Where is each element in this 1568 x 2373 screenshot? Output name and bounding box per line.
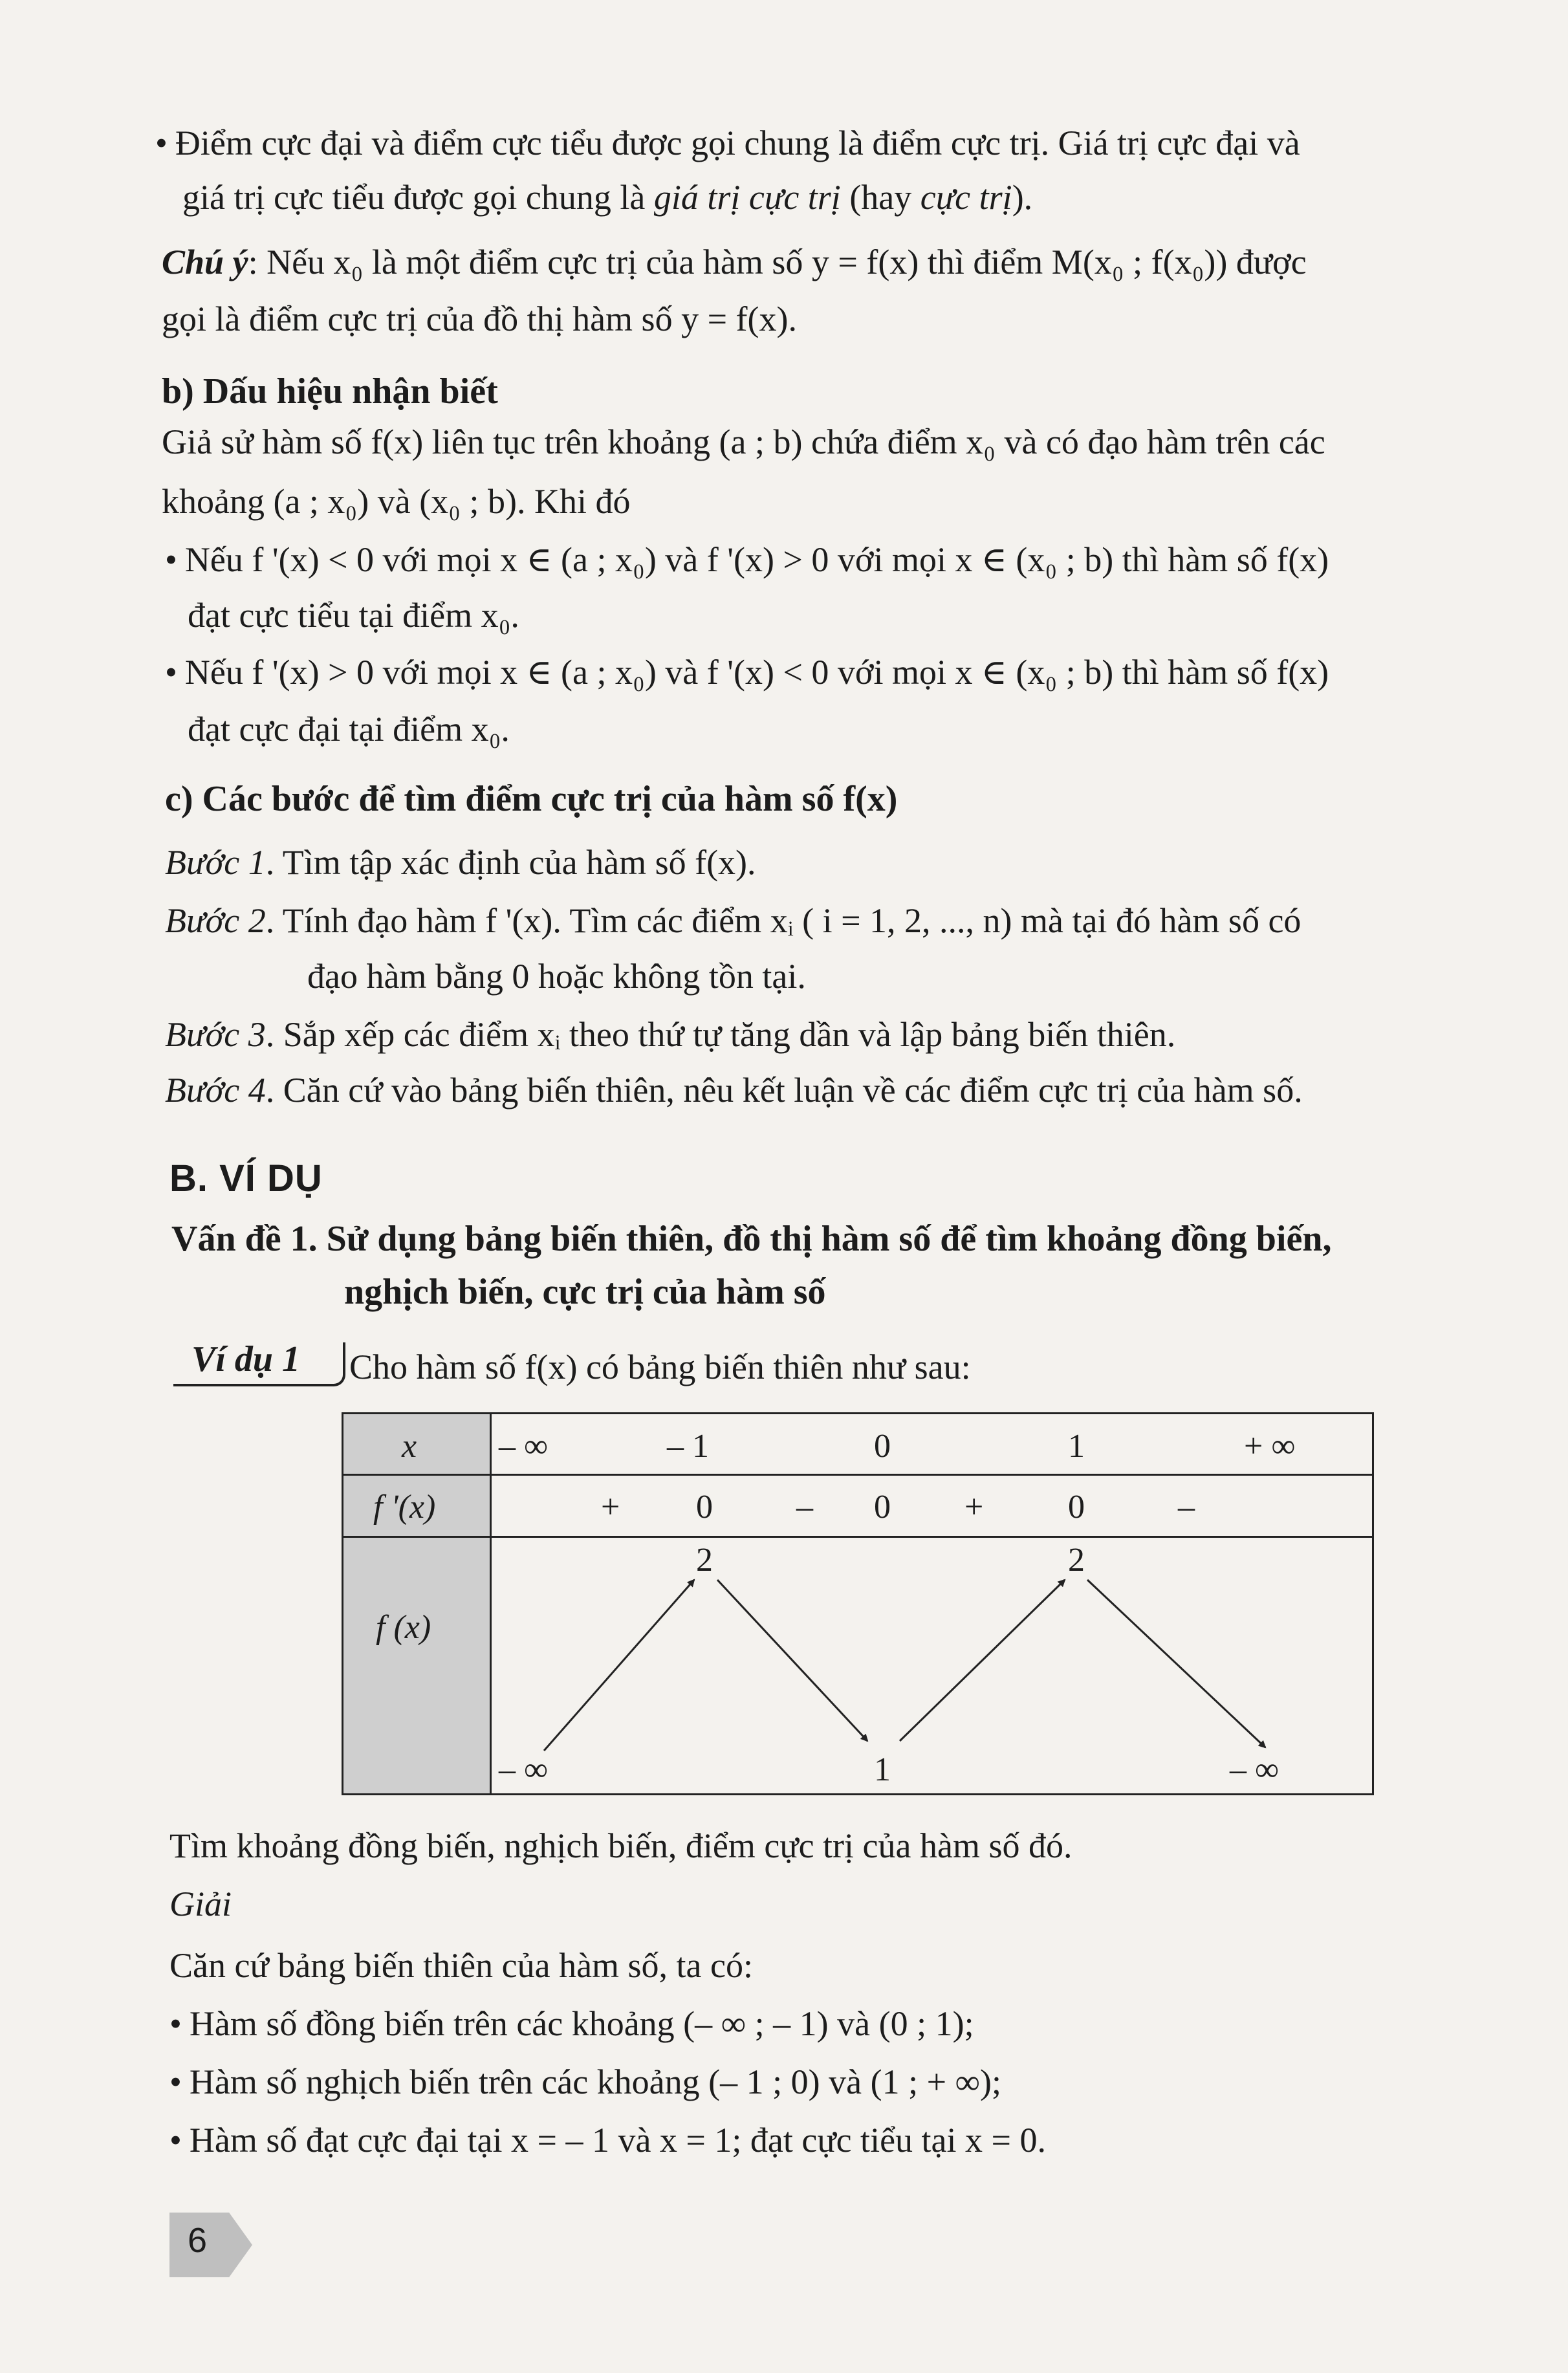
text-line: Căn cứ bảng biến thiên của hàm số, ta có: — [169, 1946, 753, 1985]
x-value: 1 — [1068, 1428, 1085, 1465]
subheading-c: c) Các bước để tìm điểm cực trị của hàm số f(x) — [165, 779, 898, 819]
text-line: khoảng (a ; x₀) và (x₀ ; b). Khi đó — [162, 482, 631, 521]
text-line: • Hàm số đạt cực đại tại x = – 1 và x = 1; đạt cực tiểu tại x = 0. — [169, 2119, 1046, 2163]
f-value: – ∞ — [1230, 1751, 1279, 1788]
example-tag: Ví dụ 1 — [173, 1342, 345, 1386]
arrow-up — [544, 1580, 694, 1751]
variation-arrows — [343, 1414, 1372, 1793]
problem-title: nghịch biến, cực trị của hàm số — [344, 1272, 826, 1312]
step-line: đạo hàm bằng 0 hoặc không tồn tại. — [307, 957, 806, 996]
example-text: Cho hàm số f(x) có bảng biến thiên như sau: — [349, 1348, 971, 1386]
text-line: • Điểm cực đại và điểm cực tiểu được gọi chung là điểm cực trị. Giá trị cực đại và — [155, 122, 1300, 166]
step-line: Bước 2. Tính đạo hàm f '(x). Tìm các điểm xᵢ ( i = 1, 2, ..., n) mà tại đó hàm số có — [165, 901, 1301, 940]
step-line: Bước 4. Căn cứ vào bảng biến thiên, nêu kết luận về các điểm cực trị của hàm số. — [165, 1071, 1303, 1110]
question: Tìm khoảng đồng biến, nghịch biến, điểm cực trị của hàm số đó. — [169, 1826, 1073, 1865]
f-value: 2 — [696, 1542, 713, 1579]
arrow-down — [1087, 1580, 1265, 1747]
f-value: 2 — [1068, 1542, 1085, 1579]
step-line: Bước 3. Sắp xếp các điểm xᵢ theo thứ tự tăng dần và lập bảng biến thiên. — [165, 1015, 1176, 1054]
x-value: – 1 — [667, 1428, 709, 1465]
note-line: Chú ý: Nếu x₀ là một điểm cực trị của hàm số y = f(x) thì điểm M(x₀ ; f(x₀)) được — [162, 243, 1307, 281]
step-line: Bước 1. Tìm tập xác định của hàm số f(x). — [165, 843, 756, 882]
x-value: – ∞ — [499, 1428, 549, 1465]
header-x: x — [402, 1428, 417, 1465]
fprime-sign: – — [796, 1489, 813, 1526]
fprime-sign: + — [964, 1489, 984, 1526]
variation-table — [342, 1412, 1374, 1795]
text-line: • Nếu f '(x) > 0 với mọi x ∈ (a ; x₀) và f '(x) < 0 với mọi x ∈ (x₀ ; b) thì hàm số f(x) — [165, 651, 1329, 695]
fprime-zero: 0 — [696, 1489, 713, 1526]
x-value: + ∞ — [1244, 1428, 1296, 1465]
text-line: Giả sử hàm số f(x) liên tục trên khoảng (a ; b) chứa điểm x₀ và có đạo hàm trên các — [162, 422, 1325, 461]
text-line: đạt cực đại tại điểm x₀. — [188, 710, 510, 749]
fprime-zero: 0 — [874, 1489, 891, 1526]
arrow-up — [900, 1580, 1065, 1741]
header-f: f (x) — [376, 1609, 431, 1646]
page-number-badge — [169, 2213, 252, 2277]
fprime-sign: + — [601, 1489, 620, 1526]
text-line: gọi là điểm cực trị của đồ thị hàm số y = f(x). — [162, 300, 797, 338]
fprime-sign: – — [1178, 1489, 1195, 1526]
page-number: 6 — [188, 2221, 208, 2260]
text-line: • Nếu f '(x) < 0 với mọi x ∈ (a ; x₀) và f '(x) > 0 với mọi x ∈ (x₀ ; b) thì hàm số f(x) — [165, 538, 1329, 582]
header-fprime: f '(x) — [373, 1489, 436, 1526]
problem-title: Vấn đề 1. Sử dụng bảng biến thiên, đồ thị hàm số để tìm khoảng đồng biến, — [171, 1219, 1332, 1259]
f-value: – ∞ — [499, 1751, 549, 1788]
text-line: • Hàm số đồng biến trên các khoảng (– ∞ ; – 1) và (0 ; 1); — [169, 2002, 974, 2046]
f-value: 1 — [874, 1751, 891, 1788]
text-line: đạt cực tiểu tại điểm x₀. — [188, 596, 519, 635]
solution-label: Giải — [169, 1885, 232, 1923]
subheading-b: b) Dấu hiệu nhận biết — [162, 371, 498, 411]
section-title: B. VÍ DỤ — [169, 1157, 323, 1199]
arrow-down — [717, 1580, 867, 1741]
text-line: • Hàm số nghịch biến trên các khoảng (– 1 ; 0) và (1 ; + ∞); — [169, 2061, 1001, 2105]
x-value: 0 — [874, 1428, 891, 1465]
text-line: giá trị cực tiểu được gọi chung là giá trị cực trị (hay cực trị). — [182, 178, 1033, 217]
fprime-zero: 0 — [1068, 1489, 1085, 1526]
